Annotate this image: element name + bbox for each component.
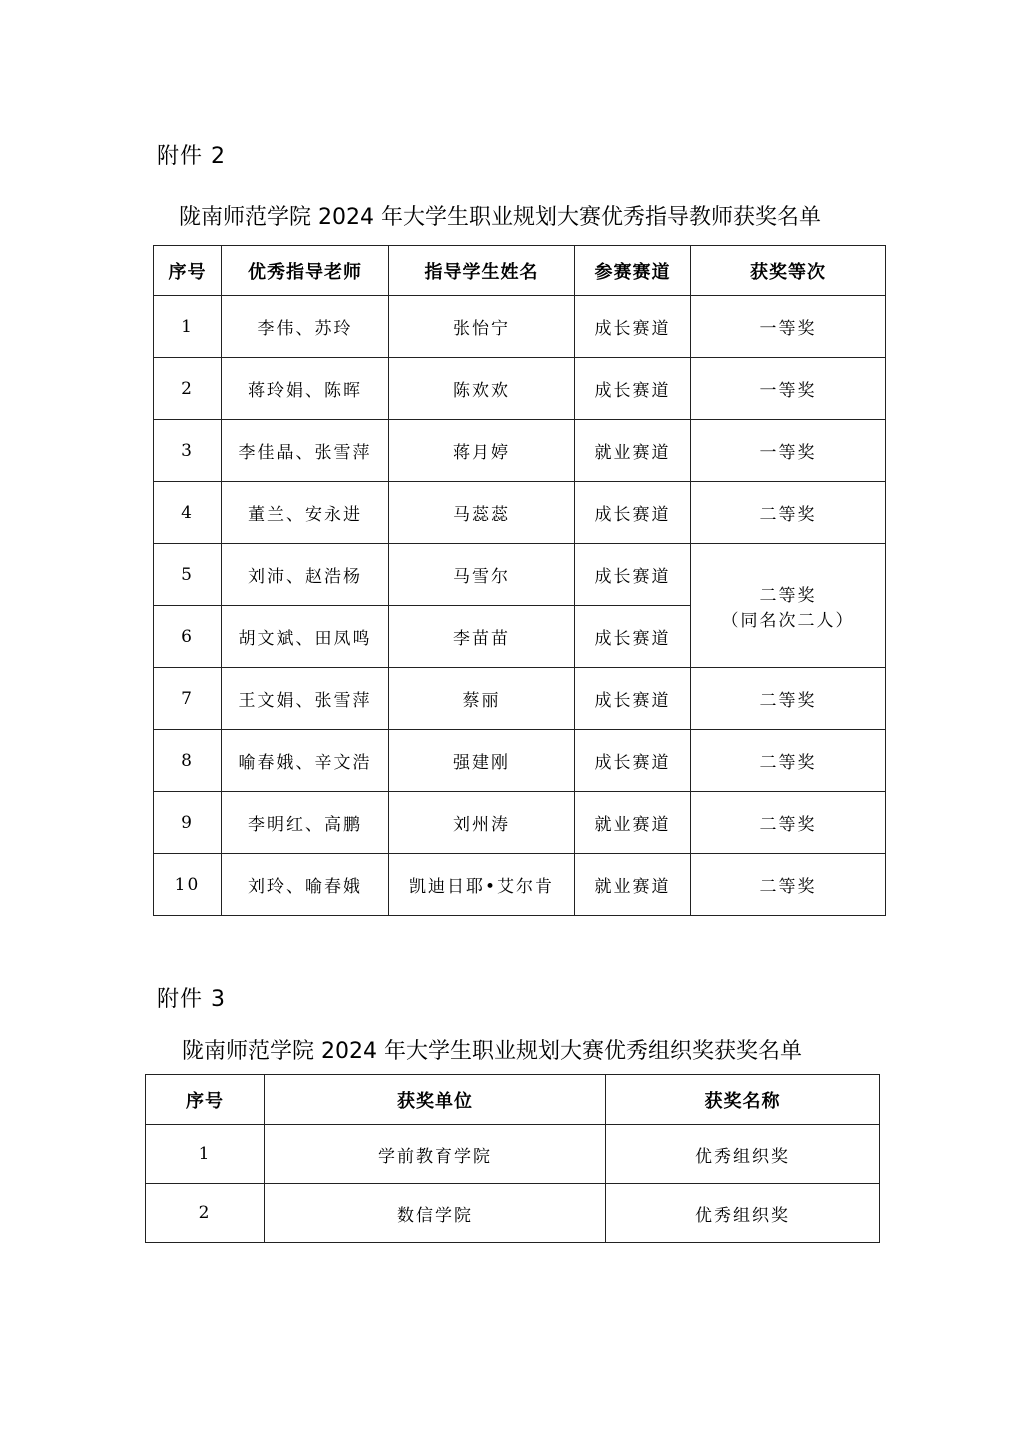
cell-award: 二等奖 xyxy=(691,730,886,792)
cell-teachers: 刘沛、赵浩杨 xyxy=(222,544,389,606)
table-header-row xyxy=(146,1075,880,1125)
cell-track: 成长赛道 xyxy=(575,482,691,544)
cell-award: 二等奖 xyxy=(691,854,886,916)
table-header-row xyxy=(154,246,886,296)
header-cell-teachers: 优秀指导老师 xyxy=(222,246,389,296)
cell-teachers: 王文娟、张雪萍 xyxy=(222,668,389,730)
cell-track: 就业赛道 xyxy=(575,420,691,482)
cell-track: 就业赛道 xyxy=(575,792,691,854)
annex-3-title: 陇南师范学院 2024 年大学生职业规划大赛优秀组织奖获奖名单 xyxy=(182,1039,802,1064)
cell-teachers: 喻春娥、辛文浩 xyxy=(222,730,389,792)
table-row xyxy=(154,544,886,606)
header-cell-unit: 获奖单位 xyxy=(265,1075,606,1125)
cell-award-name: 优秀组织奖 xyxy=(606,1184,880,1243)
cell-teachers: 李伟、苏玲 xyxy=(222,296,389,358)
cell-student: 李苗苗 xyxy=(389,606,575,668)
cell-student: 凯迪日耶•艾尔肯 xyxy=(389,854,575,916)
annex-2-label: 附件 2 xyxy=(157,144,226,169)
table-row xyxy=(154,668,886,730)
cell-student: 张怡宁 xyxy=(389,296,575,358)
table-row xyxy=(154,854,886,916)
organization-award-table xyxy=(145,1074,880,1243)
cell-student: 马蕊蕊 xyxy=(389,482,575,544)
cell-no: 8 xyxy=(154,730,222,792)
cell-track: 就业赛道 xyxy=(575,854,691,916)
award-text: 二等奖 xyxy=(759,585,817,606)
cell-student: 蔡丽 xyxy=(389,668,575,730)
cell-student: 陈欢欢 xyxy=(389,358,575,420)
cell-teachers: 刘玲、喻春娥 xyxy=(222,854,389,916)
table-row xyxy=(154,358,886,420)
cell-no: 1 xyxy=(146,1125,265,1184)
cell-award: 一等奖 xyxy=(691,296,886,358)
award-tie-note: （同名次二人） xyxy=(721,610,855,631)
cell-unit: 学前教育学院 xyxy=(265,1125,606,1184)
cell-student: 蒋月婷 xyxy=(389,420,575,482)
table-row xyxy=(154,420,886,482)
header-cell-student: 指导学生姓名 xyxy=(389,246,575,296)
header-cell-award-name: 获奖名称 xyxy=(606,1075,880,1125)
table-row xyxy=(146,1184,880,1243)
cell-teachers: 李佳晶、张雪萍 xyxy=(222,420,389,482)
cell-track: 成长赛道 xyxy=(575,544,691,606)
cell-no: 2 xyxy=(146,1184,265,1243)
cell-no: 6 xyxy=(154,606,222,668)
table-row xyxy=(154,730,886,792)
annex-3-label: 附件 3 xyxy=(157,987,226,1012)
annex-2-title: 陇南师范学院 2024 年大学生职业规划大赛优秀指导教师获奖名单 xyxy=(179,205,821,230)
cell-teachers: 胡文斌、田凤鸣 xyxy=(222,606,389,668)
cell-no: 2 xyxy=(154,358,222,420)
cell-track: 成长赛道 xyxy=(575,358,691,420)
table-row xyxy=(154,296,886,358)
cell-no: 4 xyxy=(154,482,222,544)
table-row xyxy=(154,482,886,544)
cell-student: 马雪尔 xyxy=(389,544,575,606)
cell-award: 一等奖 xyxy=(691,358,886,420)
cell-student: 刘州涛 xyxy=(389,792,575,854)
table-row xyxy=(146,1125,880,1184)
cell-track: 成长赛道 xyxy=(575,296,691,358)
header-cell-award: 获奖等次 xyxy=(691,246,886,296)
cell-teachers: 蒋玲娟、陈晖 xyxy=(222,358,389,420)
cell-teachers: 董兰、安永进 xyxy=(222,482,389,544)
cell-no: 9 xyxy=(154,792,222,854)
cell-teachers: 李明红、高鹏 xyxy=(222,792,389,854)
cell-award: 二等奖 xyxy=(691,668,886,730)
outstanding-teachers-table xyxy=(153,245,886,916)
cell-no: 3 xyxy=(154,420,222,482)
cell-no: 7 xyxy=(154,668,222,730)
cell-no: 5 xyxy=(154,544,222,606)
cell-award: 二等奖 xyxy=(691,792,886,854)
cell-unit: 数信学院 xyxy=(265,1184,606,1243)
table-row xyxy=(154,792,886,854)
cell-track: 成长赛道 xyxy=(575,606,691,668)
cell-no: 10 xyxy=(154,854,222,916)
cell-track: 成长赛道 xyxy=(575,668,691,730)
cell-award: 二等奖 xyxy=(691,482,886,544)
header-cell-track: 参赛赛道 xyxy=(575,246,691,296)
header-cell-no: 序号 xyxy=(154,246,222,296)
header-cell-no: 序号 xyxy=(146,1075,265,1125)
cell-no: 1 xyxy=(154,296,222,358)
cell-award-name: 优秀组织奖 xyxy=(606,1125,880,1184)
cell-student: 强建刚 xyxy=(389,730,575,792)
cell-award-merged xyxy=(691,544,886,668)
cell-track: 成长赛道 xyxy=(575,730,691,792)
cell-award: 一等奖 xyxy=(691,420,886,482)
